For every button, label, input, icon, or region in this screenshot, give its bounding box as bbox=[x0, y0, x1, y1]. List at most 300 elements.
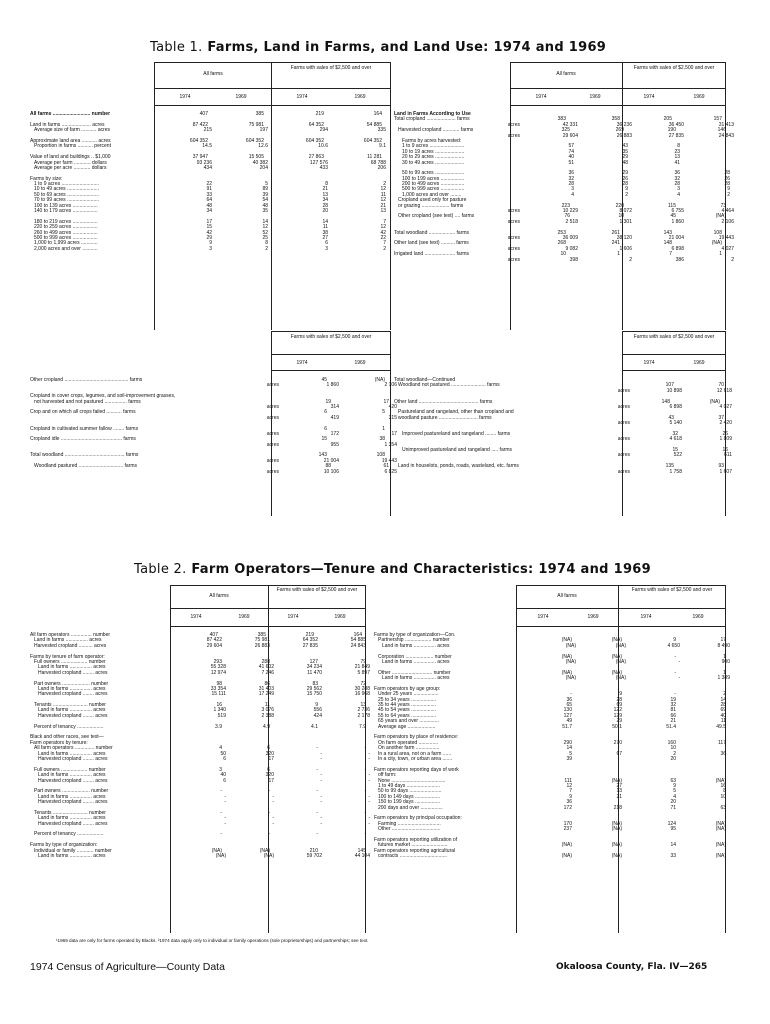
row-label: Total woodland—Continued bbox=[394, 377, 456, 383]
row-value: 6 755 bbox=[671, 208, 684, 215]
divider bbox=[170, 608, 366, 609]
table1-right-s1969: 1969 bbox=[693, 94, 705, 100]
row-value: 604 352 bbox=[363, 137, 382, 144]
row-label: Other land ........................................... farms bbox=[394, 398, 493, 405]
row-value: 13 bbox=[360, 702, 366, 709]
row-value: 64 352 bbox=[308, 121, 324, 128]
row-value: 6 898 bbox=[669, 403, 682, 410]
row-value: 54 bbox=[262, 197, 268, 204]
row-value: 9 bbox=[619, 691, 622, 698]
row-value: 7 bbox=[383, 240, 386, 247]
row-value: 261 bbox=[611, 229, 620, 236]
row-label: 140 to 179 acres .................. bbox=[34, 208, 98, 215]
row-label: Black and other races, see text— bbox=[30, 734, 104, 741]
row-value: 9 bbox=[625, 186, 628, 193]
row-value: 93 bbox=[718, 463, 724, 470]
row-value: 237 bbox=[563, 826, 572, 833]
row-label: futures market .......................... bbox=[378, 842, 448, 849]
row-value: 407 bbox=[209, 632, 218, 638]
row-value: 32 bbox=[670, 702, 676, 709]
table-row bbox=[30, 209, 390, 214]
row-value: 20 bbox=[670, 799, 676, 806]
row-value: - bbox=[272, 799, 274, 806]
row-value: (NA) bbox=[611, 826, 622, 833]
row-value: 135 bbox=[665, 463, 674, 470]
row-value: (NA) bbox=[611, 777, 622, 784]
row-value: 127 bbox=[309, 658, 318, 665]
row-value: 87 422 bbox=[192, 121, 208, 128]
row-value: 3 bbox=[571, 186, 574, 193]
row-value: 14.5 bbox=[202, 143, 212, 150]
row-value: 5 bbox=[265, 181, 268, 188]
row-value: 27 bbox=[616, 782, 622, 789]
row-value: 204 bbox=[259, 164, 268, 171]
row-label: Woodland not pastured ......................... farms bbox=[398, 382, 500, 389]
row-value: 3 076 bbox=[261, 707, 274, 714]
row-value: 127 576 bbox=[309, 159, 328, 166]
row-value: 68 788 bbox=[370, 159, 386, 166]
row-value: 172 bbox=[330, 430, 339, 437]
row-value: - bbox=[316, 788, 318, 795]
row-label: acres bbox=[507, 234, 520, 241]
row-label: 55 to 64 years .................. bbox=[378, 712, 437, 719]
row-value: 5 bbox=[569, 750, 572, 757]
row-label: 1,000 to 1,999 acres ............ bbox=[34, 240, 98, 247]
row-label: acres bbox=[507, 121, 520, 128]
row-value: 38 bbox=[322, 229, 328, 236]
row-value: - bbox=[224, 799, 226, 806]
row-value: 71 bbox=[670, 804, 676, 811]
row-value: 33 bbox=[670, 853, 676, 860]
row-value: 86 bbox=[264, 680, 270, 687]
row-label: Other cropland .............................................. farms bbox=[30, 377, 143, 383]
row-value: 28 bbox=[724, 181, 730, 188]
row-label: 180 to 219 acres .................. bbox=[34, 218, 98, 225]
row-value: 9 bbox=[727, 186, 730, 193]
row-value: 210 bbox=[309, 847, 318, 854]
row-value: 76 bbox=[564, 213, 570, 220]
row-value: (NA) bbox=[561, 637, 572, 644]
row-value: 22 bbox=[206, 181, 212, 188]
row-value: 28 bbox=[720, 702, 726, 709]
row-value: 604 352 bbox=[305, 137, 324, 144]
table2-left-s1974: 1974 bbox=[287, 614, 299, 620]
row-label: On farm operated .............. bbox=[378, 739, 439, 746]
row-value: - bbox=[272, 793, 274, 800]
row-value: 19 443 bbox=[718, 234, 734, 241]
row-value: 358 bbox=[611, 116, 620, 123]
table1-right-s1974: 1974 bbox=[643, 94, 655, 100]
row-value: (NA) bbox=[565, 675, 576, 682]
row-value: 34 bbox=[322, 197, 328, 204]
row-value: 31 413 bbox=[718, 121, 734, 128]
row-value: 67 bbox=[616, 750, 622, 757]
row-value: (NA) bbox=[259, 847, 270, 854]
row-value: 2 bbox=[625, 191, 628, 198]
row-value: 519 bbox=[217, 712, 226, 719]
row-value: (NA) bbox=[709, 398, 720, 405]
row-label: 100 to 149 days .................. bbox=[378, 793, 440, 800]
table2-right-y1969: 1969 bbox=[587, 614, 599, 620]
row-value: 14 bbox=[262, 218, 268, 225]
row-value: 21 004 bbox=[323, 457, 339, 464]
row-value: 604 352 bbox=[189, 137, 208, 144]
row-value: - bbox=[268, 809, 270, 816]
row-label: woodland pasture ............................ farms bbox=[398, 414, 492, 421]
divider bbox=[271, 62, 272, 106]
row-value: 146 bbox=[717, 127, 726, 134]
row-value: 1 bbox=[719, 251, 722, 258]
row-value: 218 bbox=[613, 804, 622, 811]
row-value: 4 bbox=[571, 191, 574, 198]
row-value: 13 bbox=[616, 788, 622, 795]
table2-right-h-all: All farms bbox=[557, 593, 577, 599]
row-value: 26 883 bbox=[616, 132, 632, 139]
table1-title-prefix: Table 1. bbox=[150, 40, 203, 55]
row-value: 15 bbox=[321, 436, 327, 443]
row-value: (NA) bbox=[565, 642, 576, 649]
row-value: 19 bbox=[325, 398, 331, 405]
row-value: 9 bbox=[569, 793, 572, 800]
divider bbox=[510, 88, 726, 89]
row-label: Proportion in farms ........... percent bbox=[34, 143, 111, 150]
row-value: - bbox=[316, 745, 318, 752]
table1-left-h-all: All farms bbox=[203, 71, 223, 77]
row-value: 83 bbox=[312, 680, 318, 687]
row-value: 13 bbox=[322, 191, 328, 198]
row-value: 2 178 bbox=[357, 712, 370, 719]
table1-right-y1969: 1969 bbox=[589, 94, 601, 100]
row-value: 6 bbox=[324, 409, 327, 416]
row-value: 7 246 bbox=[261, 669, 274, 676]
row-label: Harvested cropland ........ acres bbox=[38, 777, 108, 784]
row-value: 59 702 bbox=[306, 853, 322, 860]
row-value: 42 bbox=[380, 229, 386, 236]
row-value: 17 bbox=[268, 777, 274, 784]
row-value: 12 618 bbox=[716, 387, 732, 394]
row-value: 1 607 bbox=[719, 468, 732, 475]
table1-left-y1969: 1969 bbox=[235, 94, 247, 100]
table2-title bbox=[134, 562, 651, 577]
row-value: 434 bbox=[203, 164, 212, 171]
row-value: 386 bbox=[675, 256, 684, 263]
row-value: 3.9 bbox=[215, 723, 222, 730]
row-value: 95 bbox=[670, 826, 676, 833]
table-row bbox=[394, 387, 732, 394]
row-value: - bbox=[224, 815, 226, 822]
row-value: 4 650 bbox=[667, 642, 680, 649]
table1-mid-right-body bbox=[394, 377, 732, 475]
row-label: Farm operators by place of residence: bbox=[374, 734, 459, 741]
row-value: 88 bbox=[325, 463, 331, 470]
row-label: 220 to 259 acres .................. bbox=[34, 224, 98, 231]
row-value: 28 bbox=[674, 181, 680, 188]
row-label: acres bbox=[266, 414, 279, 421]
row-label: Harvested cropland ........ acres bbox=[38, 691, 108, 698]
table1-left-h-sales: Farms with sales of $2,500 and over bbox=[290, 65, 372, 71]
row-value: 19 443 bbox=[381, 457, 397, 464]
row-value: 108 bbox=[713, 229, 722, 236]
row-label: acres bbox=[617, 387, 630, 394]
footer-county-page: Okaloosa County, Fla. IV—265 bbox=[556, 962, 708, 972]
row-value: 1 860 bbox=[326, 382, 339, 389]
row-value: 27 863 bbox=[308, 154, 324, 161]
table-row bbox=[374, 642, 730, 649]
row-value: 13 bbox=[380, 208, 386, 215]
row-value: 28 bbox=[724, 170, 730, 177]
table-row bbox=[374, 806, 726, 811]
table2-right-s1974: 1974 bbox=[640, 614, 652, 620]
row-label: 200 to 499 acres ................. bbox=[402, 181, 465, 188]
footer-publication: 1974 Census of Agriculture—County Data bbox=[30, 961, 225, 973]
row-value: 2 388 bbox=[261, 712, 274, 719]
row-label: acres bbox=[507, 218, 520, 225]
row-value: 2 518 bbox=[565, 218, 578, 225]
row-value: 420 bbox=[388, 403, 397, 410]
row-value: 10 898 bbox=[666, 387, 682, 394]
row-value: 6 bbox=[223, 777, 226, 784]
row-label: 25 to 34 years .................. bbox=[378, 696, 437, 703]
row-value: 13 bbox=[674, 154, 680, 161]
row-value: 108 bbox=[376, 452, 385, 459]
row-value: 7 bbox=[569, 788, 572, 795]
row-label: acres bbox=[617, 436, 630, 443]
row-value: 32 bbox=[568, 175, 574, 182]
row-value: 17 bbox=[206, 218, 212, 225]
row-label: Unimproved pastureland and rangeland ..... farms bbox=[402, 447, 513, 454]
row-label: acres bbox=[507, 245, 520, 252]
row-value: 143 bbox=[318, 452, 327, 459]
table2-left-h-all: All farms bbox=[209, 593, 229, 599]
row-value: (NA) bbox=[211, 847, 222, 854]
row-value: 36 bbox=[568, 170, 574, 177]
row-value: - bbox=[272, 820, 274, 827]
row-value: 48 bbox=[206, 202, 212, 209]
row-value: 49.5 bbox=[716, 723, 726, 730]
table-row bbox=[30, 755, 370, 762]
row-value: 50 bbox=[220, 750, 226, 757]
row-value: (NA) bbox=[561, 842, 572, 849]
row-value: 7 bbox=[383, 218, 386, 225]
table-row bbox=[394, 420, 732, 427]
row-value: 17 249 bbox=[258, 691, 274, 698]
row-value: 52 bbox=[262, 229, 268, 236]
row-label: 20 to 29 acres ..................... bbox=[402, 154, 465, 161]
row-value: 190 bbox=[667, 127, 676, 134]
row-label: acres bbox=[617, 420, 630, 427]
row-value: 42 bbox=[206, 229, 212, 236]
row-value: 11 281 bbox=[367, 154, 382, 161]
row-value: 290 bbox=[563, 739, 572, 746]
row-value: 45 bbox=[670, 213, 676, 220]
row-value: 8 072 bbox=[619, 208, 632, 215]
row-value: - bbox=[272, 815, 274, 822]
row-value: 15 505 bbox=[248, 154, 264, 161]
row-label: 10 to 49 acres ....................... bbox=[34, 186, 100, 193]
row-label: Average per acre ............ dollars bbox=[34, 164, 107, 171]
table-row bbox=[30, 166, 390, 171]
row-value: 6 bbox=[325, 240, 328, 247]
row-value: 24 843 bbox=[718, 132, 734, 139]
row-label: 1,000 acres and over ........ bbox=[402, 191, 462, 198]
row-value: 383 bbox=[557, 116, 566, 123]
row-label: off farm: bbox=[378, 772, 397, 779]
row-label: Land in farms ................ acres bbox=[38, 685, 106, 692]
row-label: Cropland in cultivated summer fallow ........ farms bbox=[30, 425, 139, 432]
row-value: 61 bbox=[383, 463, 389, 470]
row-value: 17 bbox=[268, 755, 274, 762]
row-value: (NA) bbox=[715, 853, 726, 860]
table2-left-s1969: 1969 bbox=[334, 614, 346, 620]
table-row bbox=[374, 675, 730, 682]
row-value: 124 bbox=[667, 820, 676, 827]
row-value: 320 bbox=[265, 750, 274, 757]
row-value: - bbox=[320, 777, 322, 784]
row-value: (NA) bbox=[561, 653, 572, 660]
row-value: 19 bbox=[670, 696, 676, 703]
row-value: 11 470 bbox=[307, 669, 322, 676]
row-value: 11 bbox=[720, 718, 726, 725]
row-value: 57 bbox=[568, 143, 574, 150]
row-value: 3 bbox=[219, 766, 222, 773]
row-value: 4 464 bbox=[721, 208, 734, 215]
row-value: 8 bbox=[325, 181, 328, 188]
row-label: 100 to 139 acres .................. bbox=[34, 202, 98, 209]
table-row bbox=[394, 161, 726, 166]
row-value: - bbox=[320, 755, 322, 762]
row-value: 11 bbox=[322, 224, 328, 231]
row-label: Part owners .................... number bbox=[34, 788, 109, 795]
row-value: 63 bbox=[720, 804, 726, 811]
row-label: Farms by size: bbox=[30, 175, 63, 182]
row-label: contracts .................................. bbox=[378, 853, 447, 860]
row-value: 170 bbox=[563, 820, 572, 827]
row-value: - bbox=[220, 809, 222, 816]
row-value: - bbox=[674, 669, 676, 676]
row-label: Tenants ......................... number bbox=[34, 809, 106, 816]
row-value: (NA) bbox=[561, 853, 572, 860]
row-value: (NA) bbox=[711, 240, 722, 247]
table2-footnote: ¹1969 data are only for farms operated by Blacks. ²1974 data apply only to individual or family operations (sole proprietorships) and partnerships; see text. bbox=[56, 938, 369, 943]
row-value: - bbox=[320, 815, 322, 822]
row-value: 12 974 bbox=[210, 669, 226, 676]
row-value: 40 382 bbox=[252, 159, 268, 166]
row-value: 49 bbox=[566, 718, 572, 725]
row-value: 424 bbox=[313, 712, 322, 719]
row-value: 15 bbox=[672, 447, 678, 454]
table-row bbox=[30, 725, 366, 730]
row-value: 9 bbox=[673, 782, 676, 789]
row-label: Farms by type of organization—Con. bbox=[374, 632, 456, 638]
row-value: 16 968 bbox=[354, 691, 370, 698]
row-label: Under 25 years .................. bbox=[378, 691, 439, 698]
row-value: 21 bbox=[380, 202, 386, 209]
row-value: 38 bbox=[379, 436, 385, 443]
row-value: 73 bbox=[720, 202, 726, 209]
row-label: 50 to 69 acres ....................... bbox=[34, 191, 100, 198]
row-value: 26 883 bbox=[254, 642, 270, 649]
row-label: acres bbox=[617, 468, 630, 475]
row-value: 157 bbox=[713, 116, 722, 123]
table1-mid-right-y1969: 1969 bbox=[693, 360, 705, 366]
table1-left-s1969: 1969 bbox=[354, 94, 366, 100]
row-value: 219 bbox=[305, 632, 314, 638]
table-row bbox=[30, 832, 366, 837]
row-value: - bbox=[364, 788, 366, 795]
row-label: 100 to 199 acres ................. bbox=[402, 175, 465, 182]
row-value: 205 bbox=[663, 116, 672, 123]
row-label: 30 to 49 acres ..................... bbox=[402, 159, 465, 166]
row-value: - bbox=[320, 820, 322, 827]
table2-left-h-sales: Farms with sales of $2,500 and over bbox=[276, 587, 358, 593]
row-value: 385 bbox=[255, 111, 264, 117]
row-value: - bbox=[368, 777, 370, 784]
row-value: 2 736 bbox=[357, 707, 370, 714]
row-label: 150 to 199 days .................. bbox=[378, 799, 440, 806]
row-value: 48 bbox=[262, 202, 268, 209]
row-label: acres bbox=[266, 457, 279, 464]
table2-right-body bbox=[374, 632, 730, 860]
row-value: 5 bbox=[382, 409, 385, 416]
row-value: (NA) bbox=[611, 842, 622, 849]
table-row bbox=[30, 644, 366, 649]
row-value: 12 bbox=[262, 224, 268, 231]
table1-mid-left-h-sales: Farms with sales of $2,500 and over bbox=[290, 334, 372, 340]
row-value: - bbox=[220, 831, 222, 838]
row-value: 4.1 bbox=[311, 723, 318, 730]
table-row bbox=[30, 382, 397, 389]
row-value: 1 860 bbox=[671, 218, 684, 225]
row-label: None ....................................... bbox=[378, 777, 446, 784]
row-label: Land in farms ................ acres bbox=[38, 815, 106, 822]
row-value: 55 328 bbox=[210, 664, 226, 671]
row-label: 500 to 999 acres .................. bbox=[34, 234, 98, 241]
row-value: 2 bbox=[383, 245, 386, 252]
row-value: 127 bbox=[563, 712, 572, 719]
row-label: Total woodland ........................................... farms bbox=[30, 452, 139, 459]
row-value: 48 bbox=[622, 159, 628, 166]
row-value: (NA) bbox=[715, 777, 726, 784]
row-label: Land in farms ..................... acres bbox=[30, 121, 105, 128]
row-value: 23 bbox=[674, 148, 680, 155]
row-label: or grazing .................... farms bbox=[398, 202, 464, 209]
row-value: - bbox=[368, 793, 370, 800]
row-value: 335 bbox=[377, 127, 386, 134]
row-value: - bbox=[368, 755, 370, 762]
row-label: acres bbox=[507, 256, 520, 263]
row-value: 955 bbox=[330, 441, 339, 448]
row-label: Cropland idle ............................................ farms bbox=[30, 436, 136, 443]
row-value: 2 bbox=[265, 245, 268, 252]
row-label: Harvested cropland ............ farms bbox=[398, 127, 474, 134]
divider bbox=[618, 585, 619, 627]
row-value: 9 bbox=[673, 637, 676, 644]
row-value: - bbox=[368, 750, 370, 757]
row-value: - bbox=[364, 831, 366, 838]
row-value: 2 bbox=[731, 256, 734, 263]
row-value: 253 bbox=[557, 229, 566, 236]
row-value: 1 301 bbox=[619, 218, 632, 225]
row-value: 6 bbox=[267, 766, 270, 773]
row-label: Land in farms ................ acres bbox=[38, 853, 106, 860]
row-value: 50.1 bbox=[612, 723, 622, 730]
row-value: 2 bbox=[629, 256, 632, 263]
table1-right-body bbox=[394, 111, 734, 263]
row-value: 122 bbox=[613, 707, 622, 714]
row-value: 21 bbox=[670, 718, 676, 725]
row-value: 1 606 bbox=[619, 245, 632, 252]
row-value: 75 981 bbox=[248, 121, 264, 128]
